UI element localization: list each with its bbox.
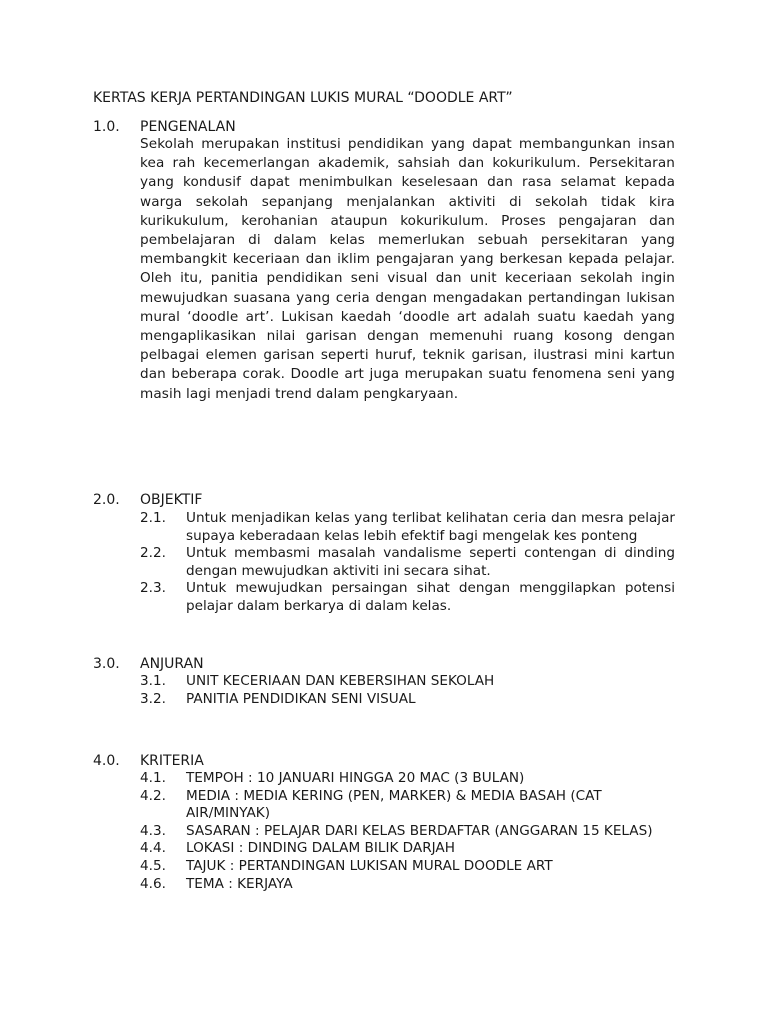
list-item	[140, 840, 675, 858]
item-number: 4.5.	[140, 857, 166, 874]
section-heading-pengenalan	[93, 119, 236, 135]
item-text: PANITIA PENDIDIKAN SENI VISUAL	[186, 690, 416, 707]
criteria-list	[140, 770, 675, 893]
item-number: 4.1.	[140, 770, 166, 786]
item-number: 2.1.	[140, 510, 166, 526]
item-text: LOKASI : DINDING DALAM BILIK DARJAH	[186, 840, 455, 857]
item-text: SASARAN : PELAJAR DARI KELAS BERDAFTAR (ANGGARAN 15 KELAS)	[186, 822, 653, 839]
section-title: KRITERIA	[140, 753, 204, 769]
intro-paragraph: Sekolah merupakan institusi pendidikan yang dapat membangunkan insan kea rah kecemerlangan akademik, sahsiah dan kokurikulum. Persekitaran yang kondusif dapat menimbulkan keselesaan dan rasa selamat kepada warga sekolah sepanjang menjalankan aktiviti di sekolah tidak kira kurikukulum, kerohanian ataupun kokurikulum. Proses pengajaran dan pembelajaran di dalam kelas memerlukan sebuah persekitaran yang membangkit keceriaan dan iklim pengajaran yang berkesan kepada pelajar. Oleh itu, panitia pendidikan seni visual dan unit keceriaan sekolah ingin mewujudkan suasana yang ceria dengan mengadakan pertandingan lukisan mural ‘doodle art’. Lukisan kaedah ‘doodle art adalah suatu kaedah yang mengaplikasikan nilai garisan dengan memenuhi ruang kosong dengan pelbagai elemen garisan seperti huruf, teknik garisan, ilustrasi mini kartun dan beberapa corak. Doodle art juga merupakan suatu fenomena seni yang masih lagi menjadi trend dalam pengkaryaan.	[140, 136, 675, 402]
list-item	[140, 580, 675, 615]
item-number: 2.2.	[140, 545, 166, 562]
section-number: 1.0.	[93, 119, 120, 135]
item-number: 3.2.	[140, 690, 166, 707]
document-title: KERTAS KERJA PERTANDINGAN LUKIS MURAL “DOODLE ART”	[93, 90, 513, 106]
list-item	[140, 858, 675, 876]
item-text: Untuk mewujudkan persaingan sihat dengan menggilapkan potensi pelajar dalam berkarya di dalam kelas.	[186, 580, 675, 614]
item-number: 4.6.	[140, 875, 166, 892]
section-title: PENGENALAN	[140, 119, 236, 135]
section-number: 4.0.	[93, 753, 120, 769]
item-number: 4.2.	[140, 787, 166, 804]
section-title: ANJURAN	[140, 656, 204, 672]
item-text: TAJUK : PERTANDINGAN LUKISAN MURAL DOODLE ART	[186, 857, 553, 874]
item-number: 4.3.	[140, 822, 166, 839]
section-heading-kriteria	[93, 753, 204, 769]
item-text: TEMA : KERJAYA	[186, 875, 293, 892]
list-item	[140, 510, 675, 545]
item-text: MEDIA : MEDIA KERING (PEN, MARKER) & MEDIA BASAH (CAT AIR/MINYAK)	[186, 787, 602, 822]
section-title: OBJEKTIF	[140, 492, 203, 508]
organizer-list	[140, 673, 675, 708]
list-item	[140, 545, 675, 580]
section-heading-objektif	[93, 492, 202, 508]
section-number: 2.0.	[93, 492, 120, 508]
list-item	[140, 788, 675, 823]
item-text: Untuk membasmi masalah vandalisme seperti contengan di dinding dengan mewujudkan aktiviti ini secara sihat.	[186, 545, 675, 579]
list-item	[140, 691, 675, 709]
list-item	[140, 770, 675, 788]
item-text: TEMPOH : 10 JANUARI HINGGA 20 MAC (3 BULAN)	[186, 770, 525, 786]
item-number: 3.1.	[140, 673, 166, 689]
list-item	[140, 823, 675, 841]
objective-list	[140, 510, 675, 616]
section-number: 3.0.	[93, 656, 120, 672]
section-heading-anjuran	[93, 656, 204, 672]
item-number: 4.4.	[140, 840, 166, 857]
list-item	[140, 673, 675, 691]
list-item	[140, 876, 675, 894]
item-text: UNIT KECERIAAN DAN KEBERSIHAN SEKOLAH	[186, 673, 495, 689]
item-text: Untuk menjadikan kelas yang terlibat kelihatan ceria dan mesra pelajar supaya keberadaan kelas lebih efektif bagi mengelak kes ponteng	[186, 510, 675, 544]
item-number: 2.3.	[140, 580, 166, 597]
